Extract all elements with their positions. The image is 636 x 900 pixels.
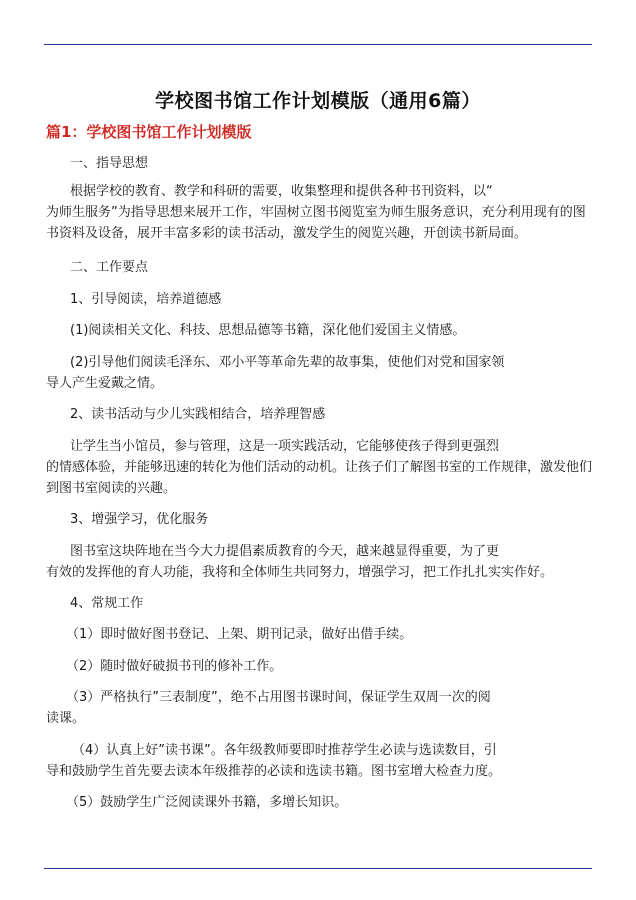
paragraph-line: 到图书室阅读的兴趣。 [46, 481, 177, 496]
subheading-enhance-learning: 3、增强学习，优化服务 [70, 512, 209, 527]
list-item-4-5: （5）鼓励学生广泛阅读课外书籍，多增长知识。 [66, 795, 348, 810]
paragraph-line: 书资料及设备，展开丰富多彩的读书活动，激发学生的阅览兴趣，开创读书新局面。 [46, 226, 528, 241]
list-item-4-1: （1）即时做好图书登记、上架、期刊记录，做好出借手续。 [66, 627, 413, 642]
paragraph-enhance-learning [46, 541, 553, 583]
paragraph-line: （3）严格执行”三表制度”，绝不占用图书课时间，保证学生双周一次的阅 [66, 690, 491, 705]
paragraph-line: 读课。 [46, 711, 86, 726]
paragraph-line: 让学生当小馆员，参与管理，这是一项实践活动，它能够使孩子得到更强烈 [70, 439, 500, 454]
top-rule [44, 44, 592, 45]
list-item-1-2 [46, 352, 504, 394]
heading-work-points: 二、工作要点 [70, 260, 149, 275]
paragraph-line: 图书室这块阵地在当今大力提倡素质教育的今天，越来越显得重要，为了更 [70, 544, 500, 559]
subheading-guide-reading: 1、引导阅读，培养道德感 [70, 292, 222, 307]
paragraph-guiding-thought [46, 181, 586, 244]
paragraph-line: 根据学校的教育、教学和科研的需要，收集整理和提供各种书刊资料，以“ [70, 184, 493, 199]
list-item-4-4 [46, 740, 501, 782]
paragraph-line: 导和鼓励学生首先要去读本年级推荐的必读和选读书籍。图书室增大检查力度。 [46, 764, 502, 779]
heading-guiding-thought: 一、指导思想 [70, 156, 149, 171]
subheading-routine-work: 4、常规工作 [70, 596, 144, 611]
document-title: 学校图书馆工作计划模版（通用6篇） [155, 90, 481, 112]
paragraph-line: 导人产生爱戴之情。 [46, 376, 164, 391]
paragraph-line: 有效的发挥他的育人功能，我将和全体师生共同努力，增强学习，把工作扎扎实实作好。 [46, 565, 554, 580]
paragraph-line: (2)引导他们阅读毛泽东、邓小平等革命先辈的故事集，使他们对党和国家领 [70, 355, 505, 370]
subheading-reading-activity: 2、读书活动与少儿实践相结合，培养理智感 [70, 407, 326, 422]
paragraph-line: （4）认真上好”读书课”。各年级教师要即时推荐学生必读与选读数目，引 [72, 743, 497, 758]
paragraph-line: 的情感体验，并能够迅速的转化为他们活动的动机。让孩子们了解图书室的工作规律，激发他们 [46, 460, 593, 475]
section-title: 篇1：学校图书馆工作计划模版 [46, 123, 252, 141]
bottom-rule [44, 868, 592, 869]
list-item-1-1: (1)阅读相关文化、科技、思想品德等书籍，深化他们爱国主义情感。 [70, 323, 466, 338]
paragraph-reading-activity [46, 436, 592, 499]
paragraph-line: 为师生服务”为指导思想来展开工作，牢固树立图书阅览室为师生服务意识，充分利用现有的图 [46, 205, 586, 220]
list-item-4-3 [46, 687, 491, 729]
list-item-4-2: （2）随时做好破损书刊的修补工作。 [66, 659, 283, 674]
